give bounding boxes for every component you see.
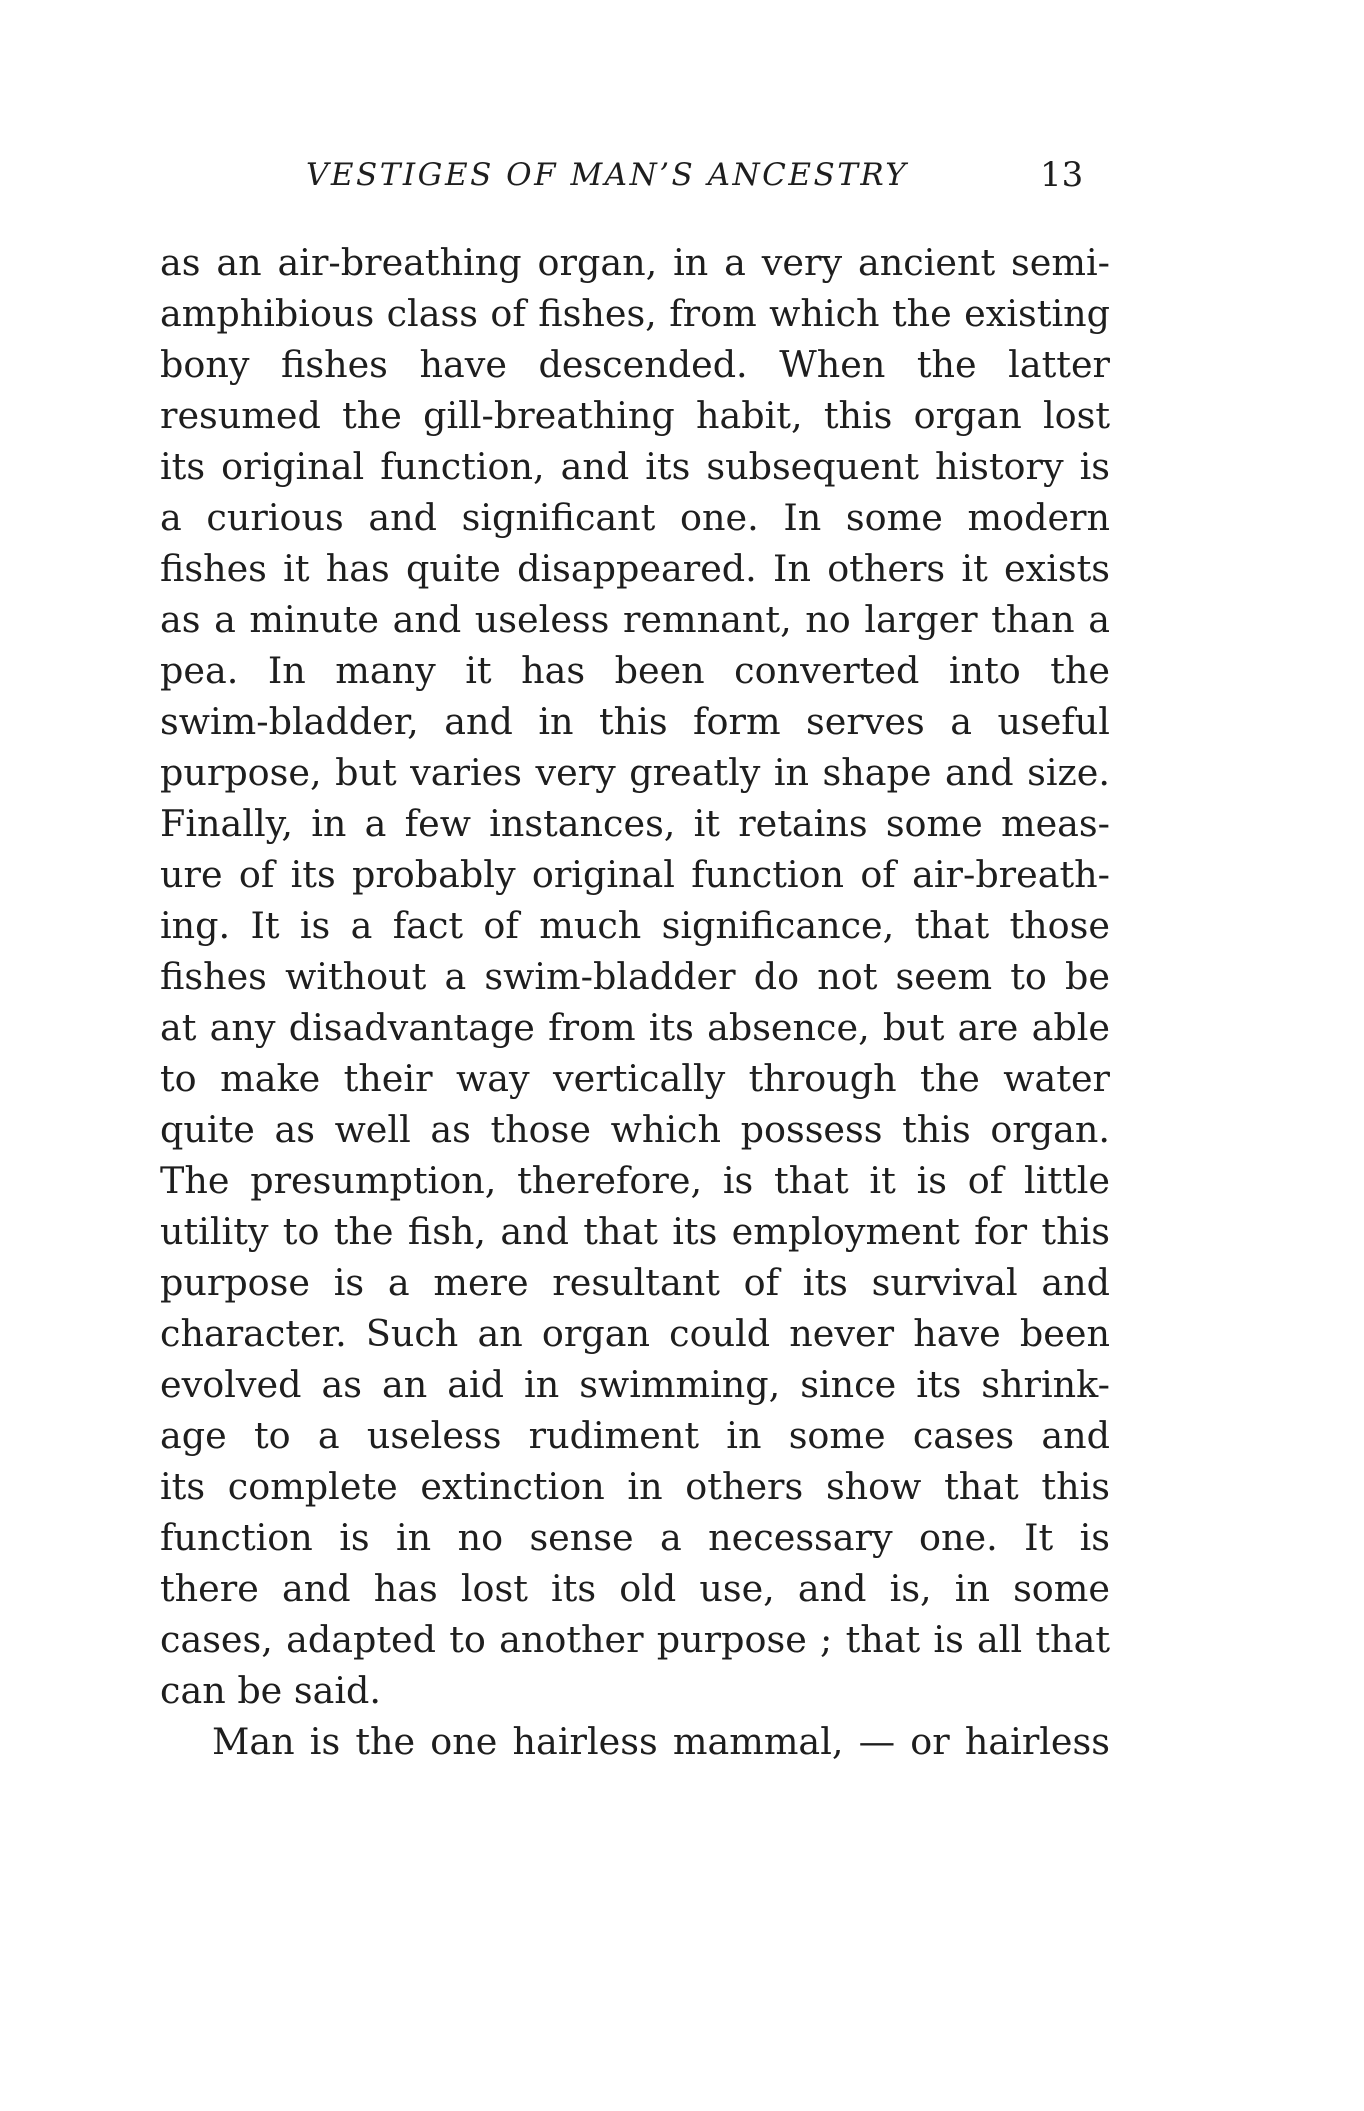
text-line: to make their way vertically through the water xyxy=(160,1057,1110,1100)
text-line: Man is the one hairless mammal, — or hairless xyxy=(212,1720,1110,1763)
text-line: age to a useless rudiment in some cases and xyxy=(160,1414,1110,1457)
text-line: evolved as an aid in swimming, since its shrink- xyxy=(160,1363,1110,1406)
text-line: bony fishes have descended. When the latter xyxy=(160,343,1110,386)
running-head xyxy=(0,150,1364,200)
text-line: fishes without a swim-bladder do not seem to be xyxy=(160,955,1110,998)
text-line: cases, adapted to another purpose ; that is all that xyxy=(160,1618,1110,1661)
text-line: swim-bladder, and in this form serves a useful xyxy=(160,700,1110,743)
text-line: function is in no sense a necessary one. It is xyxy=(160,1516,1110,1559)
text-line: ing. It is a fact of much significance, that those xyxy=(160,904,1110,947)
body-text xyxy=(160,237,1110,1767)
text-line: as an air-breathing organ, in a very ancient semi- xyxy=(160,241,1110,284)
text-line: its complete extinction in others show that this xyxy=(160,1465,1110,1508)
text-line: The presumption, therefore, is that it is of little xyxy=(160,1159,1110,1202)
text-line: a curious and significant one. In some modern xyxy=(160,496,1110,539)
running-title: VESTIGES OF MAN’S ANCESTRY xyxy=(306,157,909,193)
text-line: its original function, and its subsequent history is xyxy=(160,445,1110,488)
text-line: as a minute and useless remnant, no larger than a xyxy=(160,598,1110,641)
text-line: can be said. xyxy=(160,1669,382,1712)
text-line: purpose, but varies very greatly in shape and size. xyxy=(160,751,1110,794)
page-number: 13 xyxy=(1040,155,1084,195)
text-line: resumed the gill-breathing habit, this organ lost xyxy=(160,394,1110,437)
text-line: utility to the fish, and that its employment for this xyxy=(160,1210,1110,1253)
text-line: quite as well as those which possess this organ. xyxy=(160,1108,1110,1151)
text-line: ure of its probably original function of air-breath- xyxy=(160,853,1110,896)
text-line: fishes it has quite disappeared. In others it exists xyxy=(160,547,1110,590)
text-line: purpose is a mere resultant of its survival and xyxy=(160,1261,1110,1304)
text-line: there and has lost its old use, and is, in some xyxy=(160,1567,1110,1610)
text-line: character. Such an organ could never have been xyxy=(160,1312,1110,1355)
text-line: at any disadvantage from its absence, but are able xyxy=(160,1006,1110,1049)
paragraph xyxy=(160,237,1110,1716)
text-line: amphibious class of fishes, from which the existing xyxy=(160,292,1110,335)
text-line: Finally, in a few instances, it retains some meas- xyxy=(160,802,1110,845)
paragraph xyxy=(160,1716,1110,1767)
text-line: pea. In many it has been converted into the xyxy=(160,649,1110,692)
